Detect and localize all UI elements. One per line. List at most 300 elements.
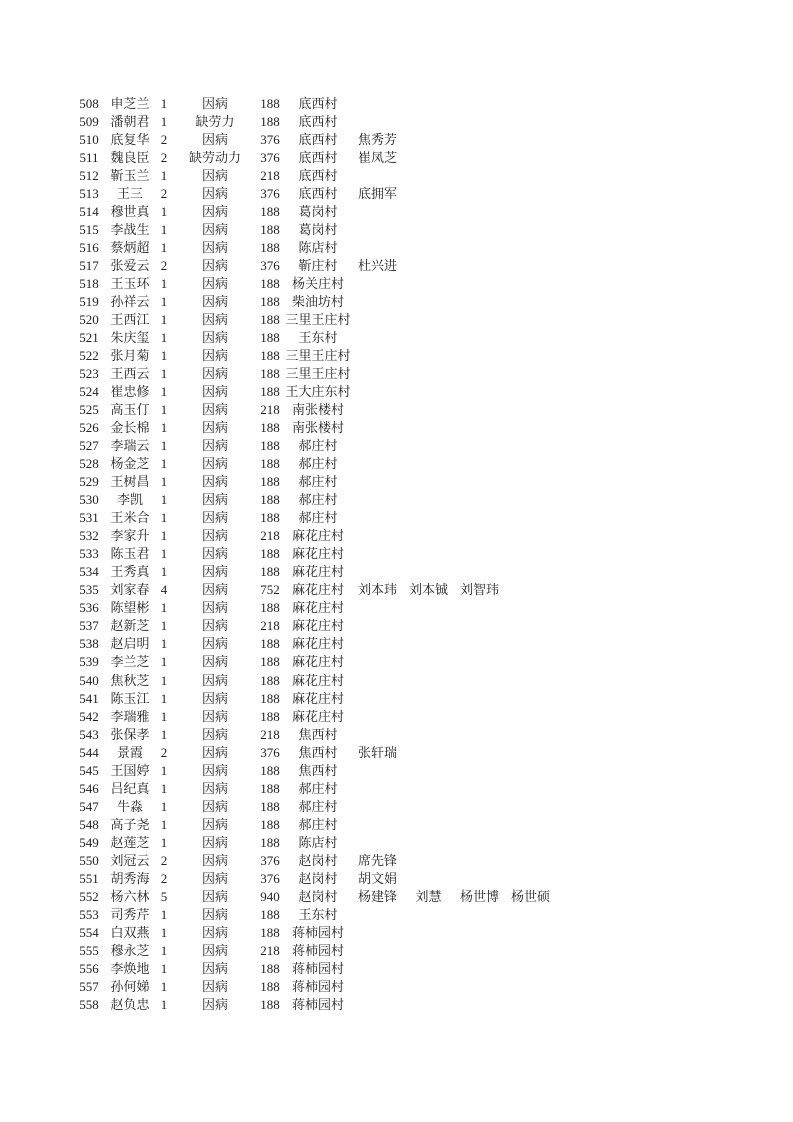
serial-cell: 531 [79, 510, 99, 526]
village-cell: 郝庄村 [298, 798, 338, 814]
table-row [0, 870, 793, 888]
amount-cell: 188 [260, 636, 280, 652]
village-cell: 蒋柿园村 [291, 960, 344, 976]
name-cell: 李战生 [110, 222, 150, 238]
table-row [0, 708, 793, 726]
count-cell: 1 [160, 978, 168, 994]
serial-cell: 542 [79, 708, 99, 724]
serial-cell: 522 [79, 348, 99, 364]
table-row [0, 780, 793, 798]
table-row [0, 545, 793, 563]
table-row [0, 906, 793, 924]
member-name-cell: 刘慧 [415, 888, 442, 904]
village-cell: 蒋柿园村 [291, 978, 344, 994]
reason-cell: 因病 [201, 996, 228, 1012]
table-row [0, 275, 793, 293]
amount-cell: 218 [260, 942, 280, 958]
table-row [0, 167, 793, 185]
village-cell: 麻花庄村 [291, 672, 344, 688]
reason-cell: 因病 [201, 420, 228, 436]
members-cells [352, 870, 403, 888]
member-name-cell: 胡文娟 [357, 870, 397, 886]
reason-cell: 因病 [201, 132, 228, 148]
count-cell: 1 [160, 312, 168, 328]
village-cell: 郝庄村 [298, 492, 338, 508]
serial-cell: 518 [79, 276, 99, 292]
village-cell: 底西村 [298, 168, 338, 184]
name-cell: 杨金芝 [110, 456, 150, 472]
name-cell: 王树昌 [110, 474, 150, 490]
serial-cell: 519 [79, 294, 99, 310]
table-row [0, 491, 793, 509]
table-row [0, 419, 793, 437]
village-cell: 王大庄东村 [285, 384, 351, 400]
village-cell: 王东村 [298, 906, 338, 922]
member-name-cell: 刘本玮 [357, 582, 397, 598]
serial-cell: 548 [79, 816, 99, 832]
count-cell: 1 [160, 330, 168, 346]
count-cell: 1 [160, 474, 168, 490]
reason-cell: 因病 [201, 474, 228, 490]
count-cell: 2 [160, 132, 168, 148]
village-cell: 麻花庄村 [291, 654, 344, 670]
count-cell: 1 [160, 690, 168, 706]
count-cell: 1 [160, 492, 168, 508]
name-cell: 魏良臣 [110, 150, 150, 166]
village-cell: 麻花庄村 [291, 708, 344, 724]
member-name-cell: 刘智玮 [459, 582, 499, 598]
members-cells [352, 852, 403, 870]
count-cell: 1 [160, 780, 168, 796]
reason-cell: 因病 [201, 168, 228, 184]
amount-cell: 188 [260, 114, 280, 130]
name-cell: 王三 [116, 186, 143, 202]
serial-cell: 547 [79, 798, 99, 814]
village-cell: 赵岗村 [298, 888, 338, 904]
serial-cell: 509 [79, 114, 99, 130]
count-cell: 1 [160, 456, 168, 472]
amount-cell: 188 [260, 204, 280, 220]
amount-cell: 188 [260, 834, 280, 850]
name-cell: 司秀芹 [110, 906, 150, 922]
count-cell: 2 [160, 870, 168, 886]
name-cell: 潘朝君 [110, 114, 150, 130]
table-row [0, 149, 793, 167]
amount-cell: 376 [260, 150, 280, 166]
amount-cell: 188 [260, 924, 280, 940]
name-cell: 张保孝 [110, 726, 150, 742]
amount-cell: 188 [260, 474, 280, 490]
serial-cell: 558 [79, 996, 99, 1012]
reason-cell: 因病 [201, 690, 228, 706]
count-cell: 2 [160, 258, 168, 274]
serial-cell: 508 [79, 96, 99, 111]
count-cell: 1 [160, 924, 168, 940]
name-cell: 景霞 [116, 744, 143, 760]
serial-cell: 513 [79, 186, 99, 202]
count-cell: 1 [160, 960, 168, 976]
amount-cell: 376 [260, 852, 280, 868]
serial-cell: 516 [79, 240, 99, 256]
village-cell: 南张楼村 [291, 420, 344, 436]
table-row [0, 113, 793, 131]
table-row [0, 960, 793, 978]
serial-cell: 511 [79, 150, 99, 166]
amount-cell: 188 [260, 330, 280, 346]
village-cell: 葛岗村 [298, 204, 338, 220]
serial-cell: 546 [79, 780, 99, 796]
table-row [0, 726, 793, 744]
table-row [0, 798, 793, 816]
table-row [0, 203, 793, 221]
count-cell: 1 [160, 294, 168, 310]
reason-cell: 因病 [201, 366, 228, 382]
serial-cell: 536 [79, 600, 99, 616]
amount-cell: 188 [260, 492, 280, 508]
reason-cell: 因病 [201, 924, 228, 940]
table-row [0, 311, 793, 329]
serial-cell: 539 [79, 654, 99, 670]
village-cell: 焦西村 [298, 744, 338, 760]
count-cell: 1 [160, 798, 168, 814]
count-cell: 1 [160, 672, 168, 688]
amount-cell: 188 [260, 672, 280, 688]
amount-cell: 376 [260, 258, 280, 274]
table-row [0, 131, 793, 149]
reason-cell: 因病 [201, 978, 228, 994]
member-name-cell: 焦秀芳 [357, 132, 397, 148]
serial-cell: 555 [79, 942, 99, 958]
village-cell: 蒋柿园村 [291, 924, 344, 940]
serial-cell: 535 [79, 582, 99, 598]
members-cells [352, 185, 403, 203]
serial-cell: 550 [79, 852, 99, 868]
members-cells [352, 257, 403, 275]
village-cell: 赵岗村 [298, 852, 338, 868]
village-cell: 底西村 [298, 186, 338, 202]
name-cell: 刘冠云 [110, 852, 150, 868]
amount-cell: 188 [260, 564, 280, 580]
count-cell: 1 [160, 204, 168, 220]
amount-cell: 218 [260, 402, 280, 418]
amount-cell: 376 [260, 870, 280, 886]
count-cell: 1 [160, 222, 168, 238]
reason-cell: 因病 [201, 492, 228, 508]
amount-cell: 188 [260, 654, 280, 670]
amount-cell: 188 [260, 240, 280, 256]
serial-cell: 554 [79, 924, 99, 940]
table-row [0, 365, 793, 383]
count-cell: 1 [160, 564, 168, 580]
reason-cell: 因病 [201, 186, 228, 202]
amount-cell: 188 [260, 420, 280, 436]
count-cell: 4 [160, 582, 168, 598]
amount-cell: 188 [260, 222, 280, 238]
table-row [0, 293, 793, 311]
table-row [0, 257, 793, 275]
serial-cell: 512 [79, 168, 99, 184]
village-cell: 陈店村 [298, 834, 338, 850]
amount-cell: 376 [260, 132, 280, 148]
amount-cell: 188 [260, 384, 280, 400]
amount-cell: 188 [260, 708, 280, 724]
reason-cell: 因病 [201, 672, 228, 688]
serial-cell: 530 [79, 492, 99, 508]
reason-cell: 因病 [201, 546, 228, 562]
count-cell: 1 [160, 402, 168, 418]
village-cell: 底西村 [298, 114, 338, 130]
reason-cell: 因病 [201, 834, 228, 850]
table-row [0, 239, 793, 257]
count-cell: 1 [160, 114, 168, 130]
count-cell: 1 [160, 420, 168, 436]
reason-cell: 因病 [201, 852, 228, 868]
amount-cell: 188 [260, 546, 280, 562]
serial-cell: 527 [79, 438, 99, 454]
serial-cell: 538 [79, 636, 99, 652]
amount-cell: 188 [260, 438, 280, 454]
table-row [0, 581, 793, 599]
reason-cell: 因病 [201, 438, 228, 454]
village-cell: 麻花庄村 [291, 564, 344, 580]
table-row [0, 401, 793, 419]
village-cell: 麻花庄村 [291, 618, 344, 634]
serial-cell: 557 [79, 978, 99, 994]
table-row [0, 437, 793, 455]
name-cell: 蔡炳超 [110, 240, 150, 256]
reason-cell: 因病 [201, 564, 228, 580]
serial-cell: 543 [79, 726, 99, 742]
name-cell: 赵启明 [110, 636, 150, 652]
count-cell: 2 [160, 186, 168, 202]
table-row [0, 383, 793, 401]
table-row [0, 653, 793, 671]
member-name-cell: 崔凤芝 [357, 150, 397, 166]
count-cell: 1 [160, 510, 168, 526]
village-cell: 麻花庄村 [291, 690, 344, 706]
amount-cell: 188 [260, 96, 280, 111]
name-cell: 焦秋芝 [110, 672, 150, 688]
amount-cell: 188 [260, 996, 280, 1012]
village-cell: 蒋柿园村 [291, 996, 344, 1012]
reason-cell: 因病 [201, 906, 228, 922]
count-cell: 1 [160, 996, 168, 1012]
village-cell: 焦西村 [298, 726, 338, 742]
name-cell: 胡秀海 [110, 870, 150, 886]
amount-cell: 188 [260, 366, 280, 382]
name-cell: 底复华 [110, 132, 150, 148]
member-name-cell: 张轩瑞 [357, 744, 397, 760]
count-cell: 1 [160, 600, 168, 616]
name-cell: 赵新芝 [110, 618, 150, 634]
village-cell: 三里王庄村 [285, 312, 351, 328]
name-cell: 陈望彬 [110, 600, 150, 616]
name-cell: 陈玉江 [110, 690, 150, 706]
count-cell: 1 [160, 906, 168, 922]
name-cell: 张爱云 [110, 258, 150, 274]
village-cell: 三里王庄村 [285, 348, 351, 364]
count-cell: 1 [160, 546, 168, 562]
table-row [0, 617, 793, 635]
table-row [0, 599, 793, 617]
reason-cell: 因病 [201, 744, 228, 760]
reason-cell: 因病 [201, 888, 228, 904]
serial-cell: 526 [79, 420, 99, 436]
name-cell: 李凯 [116, 492, 143, 508]
village-cell: 王东村 [298, 330, 338, 346]
count-cell: 1 [160, 636, 168, 652]
member-name-cell: 底拥军 [357, 186, 397, 202]
amount-cell: 218 [260, 528, 280, 544]
reason-cell: 因病 [201, 726, 228, 742]
reason-cell: 因病 [201, 96, 228, 111]
serial-cell: 553 [79, 906, 99, 922]
serial-cell: 549 [79, 834, 99, 850]
reason-cell: 因病 [201, 960, 228, 976]
amount-cell: 188 [260, 600, 280, 616]
reason-cell: 因病 [201, 816, 228, 832]
member-name-cell: 刘本铖 [408, 582, 448, 598]
reason-cell: 因病 [201, 780, 228, 796]
members-cells [352, 888, 556, 906]
village-cell: 郝庄村 [298, 816, 338, 832]
table-row [0, 888, 793, 906]
village-cell: 蒋柿园村 [291, 942, 344, 958]
serial-cell: 544 [79, 744, 99, 760]
village-cell: 麻花庄村 [291, 636, 344, 652]
serial-cell: 545 [79, 762, 99, 778]
reason-cell: 因病 [201, 240, 228, 256]
count-cell: 1 [160, 834, 168, 850]
name-cell: 金长棉 [110, 420, 150, 436]
count-cell: 1 [160, 942, 168, 958]
village-cell: 南张楼村 [291, 402, 344, 418]
name-cell: 李瑞雅 [110, 708, 150, 724]
amount-cell: 188 [260, 294, 280, 310]
serial-cell: 556 [79, 960, 99, 976]
table-row [0, 455, 793, 473]
name-cell: 刘家春 [110, 582, 150, 598]
village-cell: 郝庄村 [298, 474, 338, 490]
amount-cell: 188 [260, 762, 280, 778]
member-name-cell: 杨世硕 [510, 888, 550, 904]
village-cell: 三里王庄村 [285, 366, 351, 382]
serial-cell: 520 [79, 312, 99, 328]
reason-cell: 因病 [201, 708, 228, 724]
table-row [0, 635, 793, 653]
serial-cell: 528 [79, 456, 99, 472]
records-list [0, 95, 793, 1014]
count-cell: 1 [160, 366, 168, 382]
serial-cell: 517 [79, 258, 99, 274]
village-cell: 柴油坊村 [291, 294, 344, 310]
village-cell: 陈店村 [298, 240, 338, 256]
table-row [0, 996, 793, 1014]
amount-cell: 940 [260, 888, 280, 904]
count-cell: 1 [160, 348, 168, 364]
table-row [0, 221, 793, 239]
member-name-cell: 杨建锋 [357, 888, 397, 904]
table-row [0, 834, 793, 852]
count-cell: 1 [160, 96, 168, 111]
table-row [0, 816, 793, 834]
reason-cell: 因病 [201, 870, 228, 886]
village-cell: 底西村 [298, 132, 338, 148]
name-cell: 李兰芝 [110, 654, 150, 670]
name-cell: 靳玉兰 [110, 168, 150, 184]
count-cell: 1 [160, 168, 168, 184]
reason-cell: 因病 [201, 798, 228, 814]
reason-cell: 因病 [201, 762, 228, 778]
name-cell: 吕纪真 [110, 780, 150, 796]
table-row [0, 978, 793, 996]
reason-cell: 因病 [201, 258, 228, 274]
village-cell: 靳庄村 [298, 258, 338, 274]
name-cell: 李家升 [110, 528, 150, 544]
serial-cell: 551 [79, 870, 99, 886]
count-cell: 2 [160, 150, 168, 166]
name-cell: 崔忠修 [110, 384, 150, 400]
member-name-cell: 杜兴进 [357, 258, 397, 274]
reason-cell: 因病 [201, 528, 228, 544]
name-cell: 张月菊 [110, 348, 150, 364]
serial-cell: 540 [79, 672, 99, 688]
village-cell: 麻花庄村 [291, 582, 344, 598]
reason-cell: 因病 [201, 456, 228, 472]
count-cell: 1 [160, 654, 168, 670]
serial-cell: 523 [79, 366, 99, 382]
count-cell: 5 [160, 888, 168, 904]
amount-cell: 218 [260, 618, 280, 634]
amount-cell: 188 [260, 798, 280, 814]
reason-cell: 因病 [201, 222, 228, 238]
table-row [0, 762, 793, 780]
serial-cell: 524 [79, 384, 99, 400]
serial-cell: 514 [79, 204, 99, 220]
table-row [0, 509, 793, 527]
name-cell: 高玉仃 [110, 402, 150, 418]
reason-cell: 因病 [201, 510, 228, 526]
name-cell: 王米合 [110, 510, 150, 526]
amount-cell: 188 [260, 276, 280, 292]
village-cell: 焦西村 [298, 762, 338, 778]
serial-cell: 529 [79, 474, 99, 490]
table-row [0, 852, 793, 870]
count-cell: 1 [160, 438, 168, 454]
reason-cell: 因病 [201, 276, 228, 292]
table-row [0, 347, 793, 365]
amount-cell: 188 [260, 348, 280, 364]
village-cell: 赵岗村 [298, 870, 338, 886]
amount-cell: 188 [260, 816, 280, 832]
village-cell: 杨关庄村 [291, 276, 344, 292]
amount-cell: 376 [260, 186, 280, 202]
reason-cell: 因病 [201, 294, 228, 310]
amount-cell: 188 [260, 780, 280, 796]
amount-cell: 218 [260, 726, 280, 742]
amount-cell: 188 [260, 312, 280, 328]
amount-cell: 188 [260, 906, 280, 922]
reason-cell: 缺劳力 [195, 114, 235, 130]
amount-cell: 188 [260, 456, 280, 472]
table-row [0, 563, 793, 581]
serial-cell: 532 [79, 528, 99, 544]
serial-cell: 552 [79, 888, 99, 904]
members-cells [352, 744, 403, 762]
name-cell: 王国婷 [110, 762, 150, 778]
village-cell: 麻花庄村 [291, 546, 344, 562]
name-cell: 穆永芝 [110, 942, 150, 958]
